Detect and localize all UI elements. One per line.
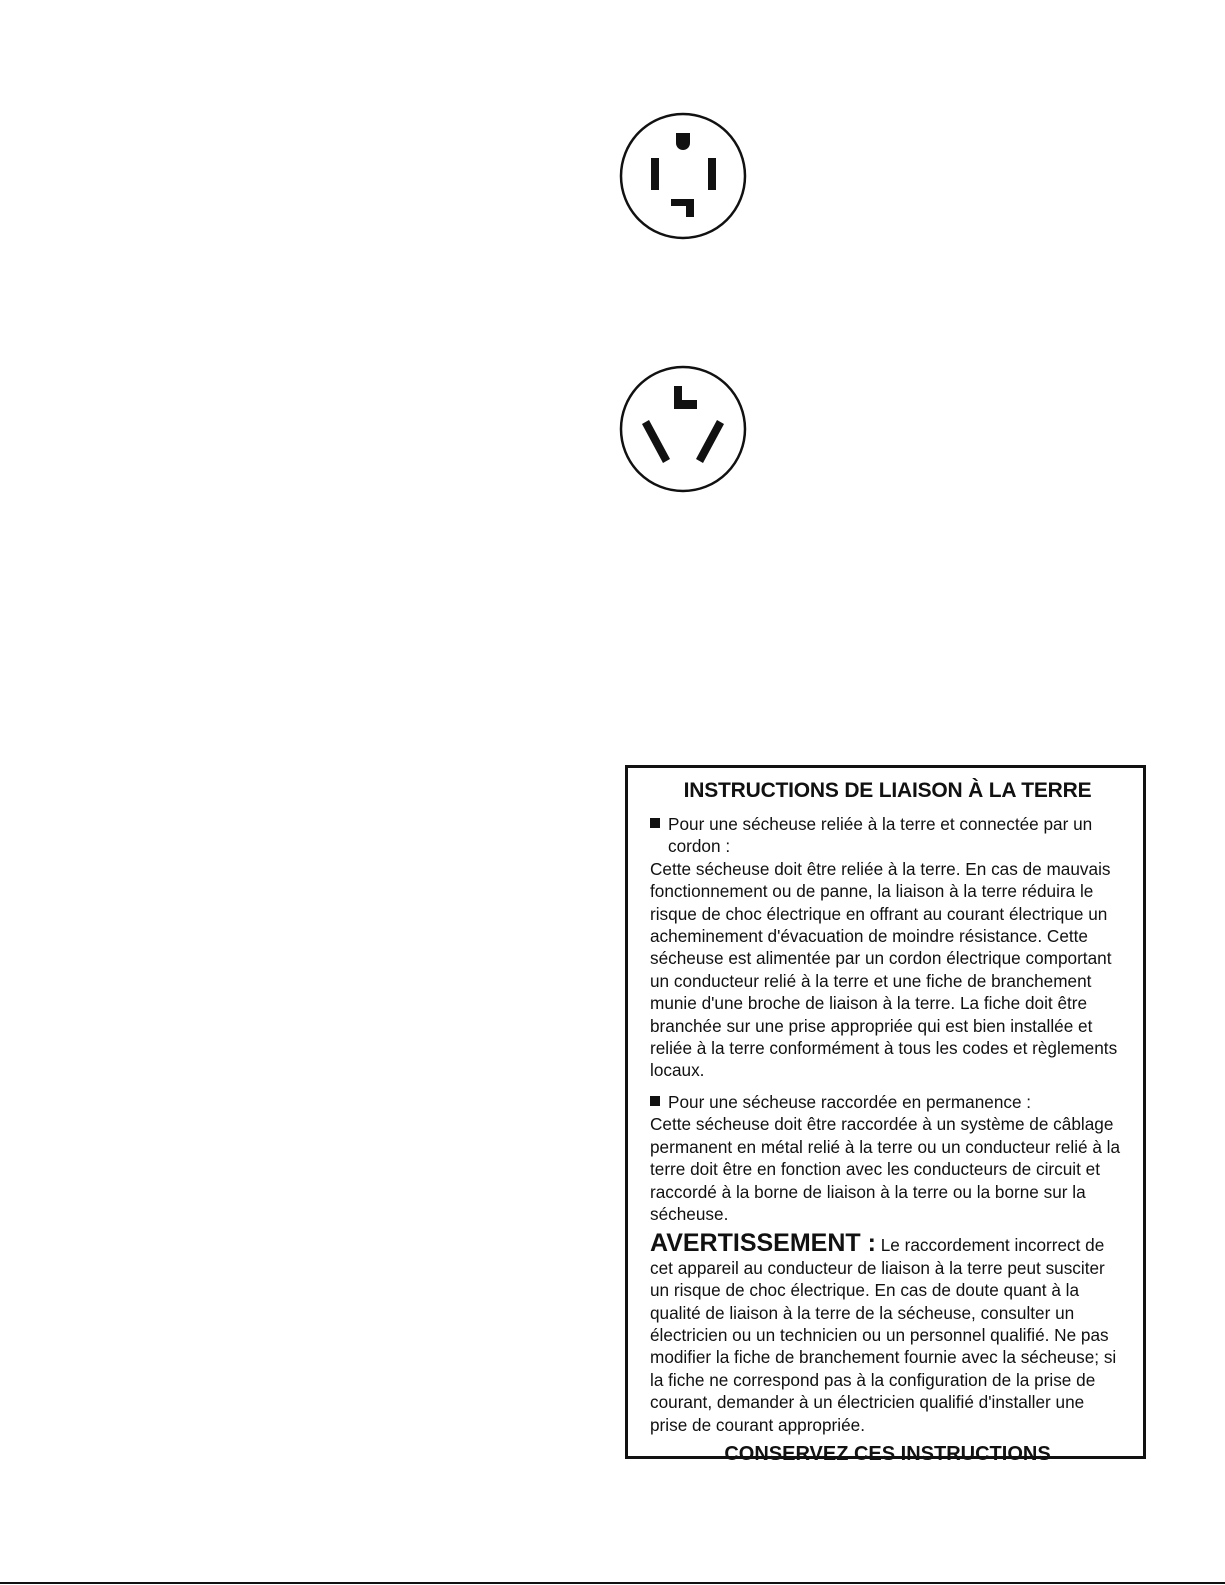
square-bullet-icon	[650, 1096, 660, 1106]
grounding-instructions-box	[625, 765, 1146, 1465]
four-prong-outlet-icon	[618, 111, 748, 241]
neutral-slot	[671, 199, 694, 217]
box-footer: CONSERVEZ CES INSTRUCTIONS	[724, 1442, 1051, 1465]
neutral-slot	[674, 386, 697, 409]
three-prong-outlet-drawing	[618, 364, 748, 494]
box-title: INSTRUCTIONS DE LIAISON À LA TERRE	[683, 779, 1092, 802]
warning-label: AVERTISSEMENT :	[650, 1229, 876, 1258]
outlet-face	[621, 114, 745, 238]
right-angled-slot	[696, 420, 724, 463]
three-prong-outlet-icon	[618, 364, 748, 494]
section1-bullet-text: Pour une sécheuse reliée à la terre et connectée par un cordon :	[668, 814, 1093, 857]
four-prong-outlet-drawing	[618, 111, 748, 241]
section2-bullet-text: Pour une sécheuse raccordée en permanence :	[668, 1091, 1032, 1112]
outlet-face	[621, 367, 745, 491]
left-angled-slot	[642, 420, 670, 463]
ground-slot	[676, 133, 690, 150]
square-bullet-icon	[650, 818, 660, 828]
section1-body: Cette sécheuse doit être reliée à la terre. En cas de mauvais fonctionnement ou de panne, la liaison à la terre réduira le risque de choc électrique en offrant au courant électrique un acheminement d'évacuation de moindre résistance. Cette sécheuse est alimentée par un cordon électrique comportant un conducteur relié à la terre et une fiche de branchement munie d'une broche de liaison à la terre. La fiche doit être branchée sur une prise appropriée qui est bien installée et reliée à la terre conformément à tous les codes et règlements locaux.	[650, 858, 1118, 1081]
section1-bullet	[650, 813, 1125, 858]
left-slot	[651, 158, 659, 190]
section2-bullet	[650, 1091, 1125, 1113]
warning-block	[650, 1230, 1125, 1436]
warning-text: Le raccordement incorrect de cet appareil au conducteur de liaison à la terre peut susciter un risque de choc électrique. En cas de doute quant à la qualité de liaison à la terre de la sécheuse, consulter un électricien ou un technicien ou un personnel qualifié. Ne pas modifier la fiche de branchement fournie avec la sécheuse; si la fiche ne correspond pas à la configuration de la prise de courant, demander à un électricien qualifié d'installer une prise de courant appropriée.	[650, 1235, 1117, 1435]
right-slot	[708, 158, 716, 190]
bottom-rule	[0, 1582, 1225, 1584]
section2-body: Cette sécheuse doit être raccordée à un système de câblage permanent en métal relié à la terre ou un conducteur relié à la terre doit être en fonction avec les conducteurs de circuit et raccordé à la borne de liaison à la terre ou la borne sur la sécheuse.	[650, 1114, 1121, 1224]
